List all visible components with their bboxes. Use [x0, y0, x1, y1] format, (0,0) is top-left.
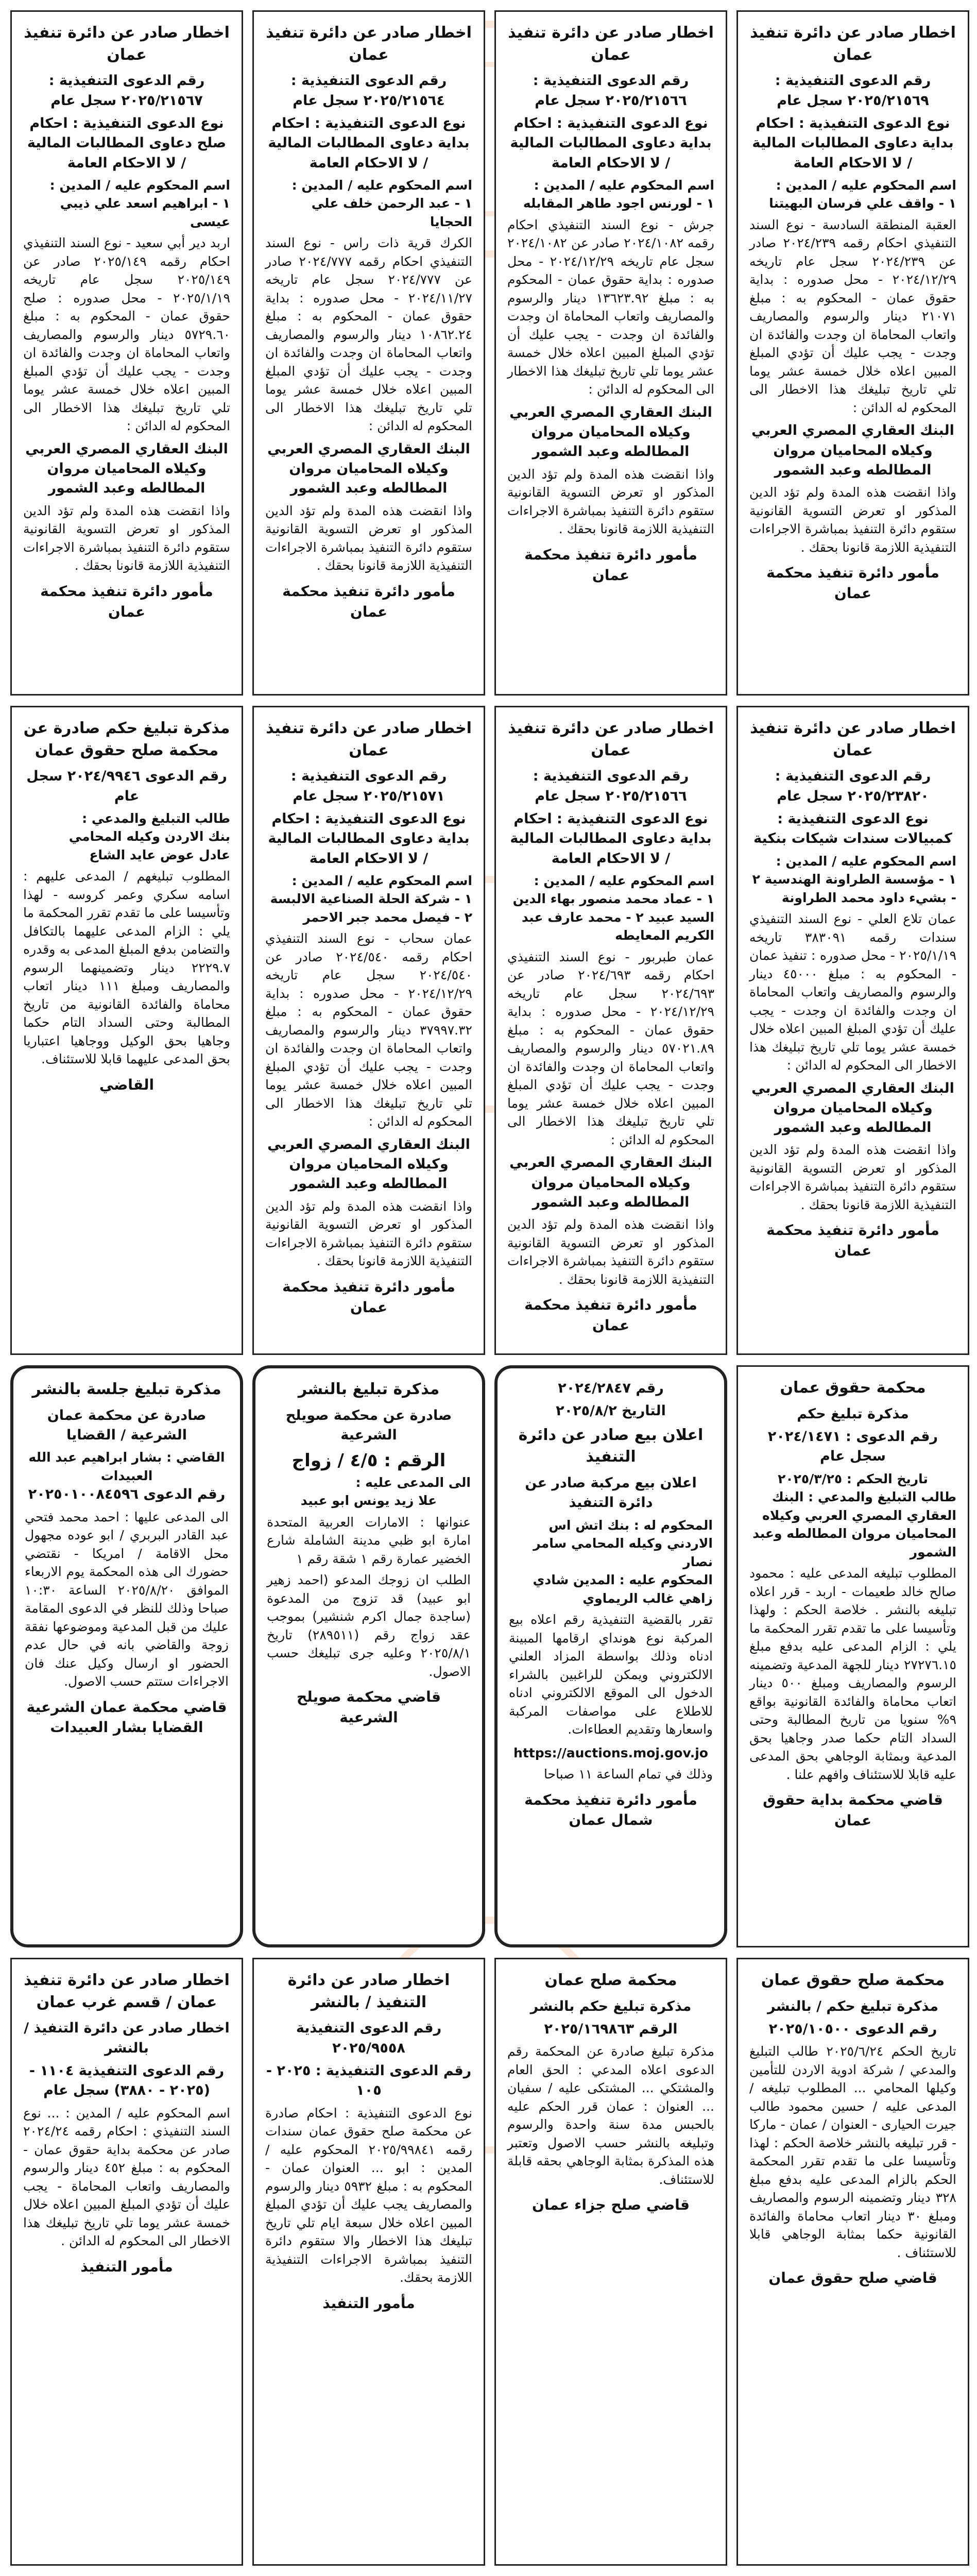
auction-subheading: اعلان بيع مركبة صادر عن دائرة التنفيذ	[525, 1475, 697, 1511]
notice-title: محكمة حقوق عمان	[780, 1379, 926, 1397]
case-number: رقم الدعوى التنفيذية : ٢٠٢٥/٢١٥٦٦ سجل عام	[533, 768, 689, 804]
notice-row4-col2	[494, 1958, 727, 2566]
notice-closing: واذا انقضت هذه المدة ولم تؤد الدين المذكور او تعرض التسوية القانونية ستقوم دائرة التنفيذ بمباشرة الاجراءات التنفيذية اللازمة قانونا بحقك .	[23, 503, 230, 573]
notice-footer: القاضي	[99, 1076, 155, 1093]
notice-footer: مأمور التنفيذ	[322, 2294, 415, 2312]
judgment-date: تاريخ الحكم : ٢٠٢٥/٣/٢٥	[778, 1471, 928, 1486]
notice-row2-col3	[252, 706, 485, 1355]
notice-title: محكمة صلح حقوق عمان	[761, 1971, 945, 1989]
notice-row2-col4	[10, 706, 243, 1355]
notice-title: اخطار صادر عن دائرة تنفيذ عمان	[750, 719, 956, 759]
notice-row4-col3	[252, 1958, 485, 2566]
defendant-name: ١ - لورنس اجود طاهر المقابله	[523, 196, 714, 211]
sharia-court-notice	[10, 1365, 243, 1947]
notice-closing: واذا انقضت هذه المدة ولم تؤد الدين المذكور او تعرض التسوية القانونية ستقوم دائرة التنفيذ بمباشرة الاجراءات التنفيذية اللازمة قانونا بحقك .	[265, 503, 472, 573]
notice-row1-col3	[252, 10, 485, 696]
case-type: طالب التبليغ والمدعي :	[82, 810, 230, 826]
sharia-subheading: صادرة عن محكمة عمان الشرعية / القضايا	[47, 1407, 207, 1443]
sweileh-address: عنوانها : الامارات العربية المتحدة امارة ابو ظبي مدينة الشاملة شارع الخضير عمارة رقم ١ شقة رقم ١	[267, 1514, 471, 1566]
creditor-name: البنك العقاري المصري العربي وكيلاه المحاميان مروان المطالطه وعبد الشمور	[751, 422, 954, 478]
auction-time: وذلك في تمام الساعة ١١ صباحا	[543, 1767, 713, 1782]
defendant-label: بنك الاردن وكيله المحامي	[68, 829, 230, 844]
notice-closing: واذا انقضت هذه المدة ولم تؤد الدين المذكور او تعرض التسوية القانونية ستقوم دائرة التنفيذ بمباشرة الاجراءات التنفيذية اللازمة قانونا بحقك .	[749, 485, 956, 555]
notice-body: تاريخ الحكم ٢٠٢٥/٦/٢٤ طالب التبليغ والمدعي / شركة ادوية الاردن للتأمين وكيلها المحامي ... المطلوب تبليغه / المدعى عليه / حسين محمود طالب جيرت الحيارى - العنوان / عمان - ماركا - قرر تبليغه بالنشر خلاصة الحكم : لهذا وتأسيسا على ما تقدم تقرر المحكمة الحكم بالزام المدعى عليه بدفع مبلغ ٣٢٨ دينار وتضمينه الرسوم والمصاريف ومبلغ ٣٠ دينار اتعاب محاماة والفائدة القانونية حكما بمثابة الوجاهي قابلا للاستئناف .	[749, 2044, 956, 2260]
sweileh-court-notice	[252, 1365, 485, 1947]
case-number: الرقم ٢٠٢٥/١٦٩٨٦٣	[544, 2021, 678, 2037]
notice-heading: اخطار صادر عن دائرة التنفيذ / بالنشر	[24, 2020, 230, 2056]
defendant-name: عادل عوض عايد الشاع	[89, 847, 230, 862]
notice-footer: مأمور دائرة تنفيذ محكمة عمان	[282, 1278, 455, 1316]
notice-title: اخطار صادر عن دائرة تنفيذ عمان	[266, 24, 472, 64]
notice-footer: مأمور دائرة تنفيذ محكمة عمان	[40, 582, 213, 620]
notice-footer: مأمور دائرة تنفيذ محكمة عمان	[766, 564, 939, 602]
sharia-case-number: رقم الدعوى ٢٠٢٥٠١٠٠٨٤٥٩٦	[28, 1486, 226, 1503]
case-type: نوع الدعوى التنفيذية : كمبيالات سندات شيكات بنكية	[753, 810, 952, 847]
case-number: رقم الدعوى التنفيذية : ٢٠٢٥/٢١٥٦٧ سجل عام	[48, 73, 205, 109]
case-number: رقم الدعوى التنفيذية : ٢٠٢٥ - ١٠٥	[266, 2062, 472, 2099]
notice-row3-col1	[736, 1365, 969, 1947]
notice-row1-col4	[10, 10, 243, 696]
notice-body: مذكرة تبليغ صادرة عن المحكمة رقم الدعوى اعلاه المدعي : الحق العام والمشتكي ... المشتكى عليه / سفيان ... العنوان : عمان قرر الحكم عليه بالحبس مدة سنة واحدة والرسوم وتبليغه بالنشر حسب الاصول وتعتبر هذه المذكرة بمثابة الوجاهي بحقه قابلة للاستئناف.	[507, 2044, 714, 2187]
case-number: رقم الدعوى : ٢٠٢٤/١٤٧١ سجل عام	[767, 1428, 938, 1465]
creditor-name: البنك العقاري المصري العربي وكيلاه المحاميان مروان المطالطه وعبد الشمور	[751, 1080, 954, 1136]
notice-body: نوع الدعوى التنفيذية : احكام صادرة عن محكمة صلح حقوق عمان سندات رقمه ٢٠٢٥/٩٩٨٤١ المحكوم عليه / المدين : ابو ... العنوان عمان - المحكوم به : مبلغ ٥٩٣٢ دينار والرسوم والمصاريف يجب عليك أن تؤدي المبلغ المبين اعلاه خلال سبعة ايام تلي تاريخ تبليغك هذا الاخطار والا ستقوم دائرة التنفيذ بمباشرة الاجراءات التنفيذية اللازمة بحقك.	[265, 2105, 472, 2285]
auction-creditor: المحكوم له : بنك اتش اس الاردني وكيله المحامي سامر نصار	[533, 1517, 713, 1569]
plaintiff-name: طالب التبليغ والمدعي : البنك العقاري المصري العربي وكيلاه المحاميان مروان المطالطه وعبد الشمور	[752, 1489, 956, 1560]
sweileh-body: الطلب ان زوجك المدعو (احمد زهير ابو عبيد) قد تزوج من المدعوة (ساجدة جمال اكرم شنشير) بموجب عقد زواج رقم (٢٨٩٥١١) تاريخ ٢٠٢٥/٨/١ وعليه جرى تبليغك حسب الاصول.	[267, 1572, 471, 1679]
sharia-body: الى المدعى عليها : احمد محمد فتحي عبد القادر البربري / ابو عوده مجهول محل الاقامة / امريكا - نقتضي حضورك الى هذه المحكمة يوم الاربعاء الموافق ٢٠٢٥/٨/٢٠ الساعة ١٠:٣٠ صباحا وذلك للنظر في الدعوى المقامة عليك من قبل المدعية وموضوعها نفقة زوجة والقاضي بانه في حال عدم الحضور او ارسال وكيل عنك فان الاجراءات ستتم حسب الاصول.	[25, 1509, 229, 1689]
case-number: رقم الدعوى ٢٠٢٥/١٠٥٠٠	[768, 2021, 937, 2037]
sharia-heading: مذكرة تبليغ جلسة بالنشر	[32, 1380, 221, 1398]
notice-closing: واذا انقضت هذه المدة ولم تؤد الدين المذكور او تعرض التسوية القانونية ستقوم دائرة التنفيذ بمباشرة الاجراءات التنفيذية اللازمة قانونا بحقك .	[507, 1217, 714, 1287]
notice-closing: واذا انقضت هذه المدة ولم تؤد الدين المذكور او تعرض التسوية القانونية ستقوم دائرة التنفيذ بمباشرة الاجراءات التنفيذية اللازمة قانونا بحقك .	[265, 1198, 472, 1269]
notice-title: اخطار صادر عن دائرة تنفيذ عمان	[24, 24, 230, 64]
case-type: نوع الدعوى التنفيذية : احكام بداية دعاوى المطالبات المالية / لا الاحكام العامة	[510, 810, 712, 867]
auction-body: تقرر بالقضية التنفيذية رقم اعلاه بيع المركبة نوع هونداي ارقامها المبينة ادناه وذلك بواسطة المزاد العلني الالكتروني ويمكن للراغبين بالشراء الدخول الى الموقع الالكتروني ادناه للاطلاع على مواصفات المركبة واسعارها وتقديم العطاءات.	[509, 1612, 713, 1737]
notice-footer: قاضي صلح جزاء عمان	[532, 2196, 690, 2214]
notice-footer: مأمور دائرة تنفيذ محكمة عمان	[524, 1296, 697, 1334]
sweileh-footer: قاضي محكمة صويلح الشرعية	[296, 1688, 441, 1726]
auction-footer: مأمور دائرة تنفيذ محكمة شمال عمان	[524, 1791, 697, 1829]
defendant-name: ١ - عماد محمد منصور بهاء الدين السيد عبيد ٢ - محمد عارف عبد الكريم المعايطه	[512, 891, 714, 943]
notice-closing: واذا انقضت هذه المدة ولم تؤد الدين المذكور او تعرض التسوية القانونية ستقوم دائرة التنفيذ بمباشرة الاجراءات التنفيذية اللازمة قانونا بحقك .	[507, 466, 714, 537]
notice-row1-col1	[736, 10, 969, 696]
notice-footer: مأمور دائرة تنفيذ محكمة عمان	[282, 582, 455, 620]
sweileh-recipient-label: الى المدعى عليه :	[355, 1475, 471, 1490]
defendant-label: اسم المحكوم عليه / المدين :	[534, 873, 714, 888]
notice-footer: قاضي صلح حقوق عمان	[768, 2269, 937, 2287]
notice-body: الكرك قرية ذات راس - نوع السند التنفيذي احكام رقمه ٢٠٢٤/٧٧٧ صادر عن ٢٠٢٤/٧٧٧ سجل عام تاريخه ٢٠٢٤/١١/٢٧ - محل صدوره : بداية حقوق عمان - المحكوم به : مبلغ ١٠٨٦٢.٢٤ دينار والرسوم والمصاريف واتعاب المحاماة ان وجدت والفائدة ان وجدت - يجب عليك أن تؤدي المبلغ المبين اعلاه خلال خمسة عشر يوما تلي تاريخ تبليغك هذا الاخطار الى المحكوم له الدائن :	[265, 235, 473, 434]
auction-debtor: المحكوم عليه : المدين شادي زاهي غالب الريماوي	[533, 1572, 713, 1606]
creditor-name: البنك العقاري المصري العربي وكيلاه المحاميان مروان المطالطه وعبد الشمور	[25, 440, 228, 497]
defendant-label: اسم المحكوم عليه / المدين :	[292, 177, 472, 193]
defendant-name: ١ - شركة الحلة الصناعية الالبسة ٢ - فيصل محمد جبر الاحمر	[270, 891, 472, 925]
case-number: رقم الدعوى التنفيذية : ٢٠٢٥/٢١٥٦٩ سجل عام	[775, 73, 931, 109]
auction-date: التاريخ ٢٠٢٥/٨/٢	[556, 1403, 666, 1419]
case-type: نوع الدعوى التنفيذية : احكام بداية دعاوى المطالبات المالية / لا الاحكام العامة	[268, 115, 470, 171]
defendant-label: اسم المحكوم عليه / المدين :	[292, 873, 472, 888]
notice-heading: رقم الدعوى التنفيذية ٢٠٢٥/٩٥٥٨	[296, 2020, 442, 2056]
defendant-name: ١ - عبد الرحمن خلف علي الحجايا	[311, 196, 472, 229]
notice-footer: مأمور دائرة تنفيذ محكمة عمان	[524, 546, 697, 584]
defendant-label: اسم المحكوم عليه / المدين :	[534, 177, 714, 193]
defendant-name: ١ - ابراهيم اسعد علي ذيبي عيسى	[60, 196, 230, 229]
notice-row4-col1	[736, 1958, 969, 2566]
case-number: رقم الدعوى التنفيذية : ٢٠٢٥/٢٣٨٢٠ سجل عام	[775, 768, 931, 804]
notice-body: جرش - نوع السند التنفيذي احكام رقمه ٢٠٢٤/١٠٨٢ صادر عن ٢٠٢٤/١٠٨٢ سجل عام تاريخه ٢٠٢٤/١٢/٢٩ - محل صدوره : بداية حقوق عمان - المحكوم به : مبلغ ١٣٦٢٣.٩٢ دينار والرسوم والمصاريف واتعاب المحاماة ان وجدت والفائدة ان وجدت - يجب عليك أن تؤدي المبلغ المبين اعلاه خلال خمسة عشر يوما تلي تاريخ تبليغك هذا الاخطار الى المحكوم له الدائن :	[507, 217, 714, 397]
sweileh-heading: مذكرة تبليغ بالنشر	[298, 1380, 440, 1398]
notice-body: عمان سحاب - نوع السند التنفيذي احكام رقمه ٢٠٢٤/٥٤٠ صادر عن ٢٠٢٤/٥٤٠ سجل عام تاريخه ٢٠٢٤/١٢/٢٩ - محل صدوره : بداية حقوق عمان - المحكوم به : مبلغ ٣٧٩٩٧.٣٢ دينار والرسوم والمصاريف واتعاب المحاماة ان وجدت والفائدة ان وجدت - يجب عليك أن تؤدي المبلغ المبين اعلاه خلال خمسة عشر يوما تلي تاريخ تبليغك هذا الاخطار الى المحكوم له الدائن :	[265, 931, 472, 1129]
notice-title: اخطار صادر عن دائرة تنفيذ عمان	[508, 719, 714, 759]
notice-row2-col2	[494, 706, 727, 1355]
sharia-footer: قاضي محكمة عمان الشرعية القضايا بشار العبيدات	[26, 1698, 227, 1736]
case-number: رقم الدعوى التنفيذية : ٢٠٢٥/٢١٥٦٦ سجل عام	[533, 73, 689, 109]
notice-title: مذكرة تبليغ حكم صادرة عن محكمة صلح حقوق عمان	[23, 719, 230, 759]
sharia-judge: القاضي : بشار ابراهيم عبد الله العبيدات	[28, 1450, 225, 1483]
sweileh-number: الرقم : ٤/٥ / زواج	[292, 1450, 446, 1471]
notice-body: اربد دير أبي سعيد - نوع السند التنفيذي احكام رقمه ٢٠٢٥/١٤٩ صادر عن ٢٠٢٥/١٤٩ سجل عام تاريخه ٢٠٢٥/١/١٩ - محل صدوره : صلح حقوق عمان - المحكوم به : مبلغ ٥٧٢٩.٦٠ دينار والرسوم والمصاريف واتعاب المحاماة ان وجدت والفائدة ان وجدت - يجب عليك أن تؤدي المبلغ المبين اعلاه خلال خمسة عشر يوما تلي تاريخ تبليغك هذا الاخطار الى المحكوم له الدائن :	[23, 235, 230, 434]
auction-notice	[494, 1365, 727, 1947]
defendant-name: ١ - مؤسسة الطراونة الهندسية ٢ - بشيء داود محمد الطراونة	[752, 872, 956, 905]
notice-body: عمان طبربور - نوع السند التنفيذي احكام رقمه ٢٠٢٤/٦٩٣ صادر عن ٢٠٢٤/٦٩٣ سجل عام تاريخه ٢٠٢٤/١٢/٢٩ - محل صدوره : بداية حقوق عمان - المحكوم به : مبلغ ٥٧٠٢١.٨٩ دينار والرسوم والمصاريف واتعاب المحاماة ان وجدت والفائدة ان وجدت - يجب عليك أن تؤدي المبلغ المبين اعلاه خلال خمسة عشر يوما تلي تاريخ تبليغك هذا الاخطار الى المحكوم له الدائن :	[507, 949, 714, 1147]
notice-title: اخطار صادر عن دائرة تنفيذ عمان	[750, 24, 956, 64]
defendant-label: اسم المحكوم عليه / المدين :	[776, 177, 956, 193]
case-type: نوع الدعوى التنفيذية : احكام بداية دعاوى المطالبات المالية / لا الاحكام العامة	[268, 810, 470, 867]
sweileh-recipient-name: علا زيد يونس ابو عبيد	[300, 1493, 437, 1509]
notice-row2-col1	[736, 706, 969, 1355]
creditor-name: البنك العقاري المصري العربي وكيلاه المحاميان مروان المطالطه وعبد الشمور	[509, 404, 712, 460]
notice-title: اخطار صادر عن دائرة التنفيذ / بالنشر	[287, 1971, 450, 2011]
case-number: رقم الدعوى التنفيذية : ٢٠٢٥/٢١٥٧١ سجل عام	[290, 768, 447, 804]
notice-body: المطلوب تبليغه المدعى عليه : محمود صالح خالد طعيمات - اربد - قرر اعلاه تبليغه بالنشر . خلاصة الحكم : ولهذا وتأسيسا على ما تقدم تقرر المحكمة ما يلي : الزام المدعى عليه بدفع مبلغ ٢٧٢٧٦.١٥ دينار للجهة المدعية وتضمينه الرسوم والمصاريف ومبلغ ٥٠٠ دينار اتعاب محاماة والفائدة القانونية بواقع ٩% سنويا من تاريخ المطالبة وحتى السداد التام حكما صدر وجاهيا بحق المدعية وبمثابة الوجاهي بحق المدعى عليه قابلا للاستئناف وافهم علنا .	[749, 1566, 956, 1782]
defendant-label: اسم المحكوم عليه / المدين :	[776, 853, 956, 869]
case-type: نوع الدعوى التنفيذية : احكام بداية دعاوى المطالبات المالية / لا الاحكام العامة	[752, 115, 954, 171]
notice-body: اسم المحكوم عليه / المدين : ... نوع السند التنفيذي : احكام رقمه ٢٠٢٤/٢٤ صادر عن محكمة بداية حقوق عمان - المحكوم به : مبلغ ٤٥٢ دينار والرسوم والمصاريف واتعاب المحاماة - يجب عليك أن تؤدي المبلغ المبين اعلاه خلال خمسة عشر يوما تلي تاريخ تبليغك هذا الاخطار الى المحكوم له الدائن .	[23, 2105, 230, 2248]
creditor-name: البنك العقاري المصري العربي وكيلاه المحاميان مروان المطالطه وعبد الشمور	[267, 1136, 470, 1192]
notice-title: محكمة صلح عمان	[544, 1971, 677, 1989]
auction-heading: اعلان بيع صادر عن دائرة التنفيذ	[518, 1426, 704, 1466]
notice-title: اخطار صادر عن دائرة تنفيذ عمان	[266, 719, 472, 759]
notice-footer: قاضي محكمة بداية حقوق عمان	[763, 1791, 943, 1829]
notice-title: اخطار صادر عن دائرة تنفيذ عمان	[508, 24, 714, 64]
notice-title: اخطار صادر عن دائرة تنفيذ عمان / قسم غرب عمان	[24, 1971, 230, 2011]
notice-body: العقبة المنطقة السادسة - نوع السند التنفيذي احكام رقمه ٢٠٢٤/٢٣٩ صادر عن ٢٠٢٤/٢٣٩ سجل عام تاريخه ٢٠٢٤/١٢/٢٩ - محل صدوره : بداية حقوق عمان - المحكوم به : مبلغ ٢١٠٧١ دينار والرسوم والمصاريف واتعاب المحاماة ان وجدت والفائدة ان وجدت - يجب عليك أن تؤدي المبلغ المبين اعلاه خلال خمسة عشر يوما تلي تاريخ تبليغك هذا الاخطار الى المحكوم له الدائن :	[749, 217, 957, 415]
defendant-label: اسم المحكوم عليه / المدين :	[49, 177, 230, 193]
notice-footer: مأمور دائرة تنفيذ محكمة عمان	[766, 1222, 939, 1260]
case-number: رقم الدعوى التنفيذية ١١٠٤ - (٢٠٢٥ - ٣٨٨٠) سجل عام	[29, 2062, 225, 2099]
case-number: رقم الدعوى ٢٠٢٤/٩٩٤٦ سجل عام	[26, 768, 227, 804]
case-type: نوع الدعوى التنفيذية : احكام صلح دعاوى المطالبات المالية / لا الاحكام العامة	[27, 115, 227, 171]
notice-row4-col4	[10, 1958, 243, 2566]
notice-row1-col2	[494, 10, 727, 696]
case-type: نوع الدعوى التنفيذية : احكام بداية دعاوى المطالبات المالية / لا الاحكام العامة	[510, 115, 712, 171]
creditor-name: البنك العقاري المصري العربي وكيلاه المحاميان مروان المطالطه وعبد الشمور	[509, 1155, 712, 1210]
auction-ref: رقم ٢٠٢٤/٢٨٤٧	[558, 1380, 664, 1396]
notice-heading: مذكرة تبليغ حكم بالنشر	[530, 1998, 692, 2014]
defendant-name: ١ - واقف علي فرسان البهيتنا	[769, 196, 956, 211]
notice-body: المطلوب تبليغهم / المدعى عليهم : اسامه سكري وعمر كروسه - لهذا وتأسيسا على ما تقدم تقرر المحكمة ما يلي : الزام المدعى عليهما بالتكافل والتضامن بدفع المبلغ المدعى به وقدره ٢٢٢٩.٧ دينار وتضمينهما الرسوم والمصاريف ومبلغ ١١١ دينار اتعاب محاماة والفائدة القانونية من تاريخ المطالبة وحتى السداد التام حكما وجاهيا بحق الوكيل ووجاهيا اعتباريا بحق المدعى عليهما قابلا للاستئناف.	[23, 869, 230, 1067]
notice-heading: مذكرة تبليغ حكم / بالنشر	[767, 1998, 938, 2014]
notice-closing: واذا انقضت هذه المدة ولم تؤد الدين المذكور او تعرض التسوية القانونية ستقوم دائرة التنفيذ بمباشرة الاجراءات التنفيذية اللازمة قانونا بحقك .	[749, 1142, 956, 1212]
case-number: رقم الدعوى التنفيذية : ٢٠٢٥/٢١٥٦٤ سجل عام	[290, 73, 447, 109]
notice-footer: مأمور التنفيذ	[80, 2258, 173, 2275]
notice-body: عمان تلاع العلي - نوع السند التنفيذي سندات رقمه ٣٨٣٠٩١ تاريخه ٢٠٢٥/١/١٩ - محل صدوره : تنفيذ عمان - المحكوم به : مبلغ ٤٥٠٠٠ دينار والرسوم والمصاريف واتعاب المحاماة ان وجدت والفائدة ان وجدت - يجب عليك أن تؤدي المبلغ المبين اعلاه خلال خمسة عشر يوما تلي تاريخ تبليغك هذا الاخطار الى المحكوم له الدائن :	[749, 911, 957, 1073]
creditor-name: البنك العقاري المصري العربي وكيلاه المحاميان مروان المطالطه وعبد الشمور	[267, 440, 470, 497]
sweileh-subheading: صادرة عن محكمة صويلح الشرعية	[285, 1407, 452, 1443]
notice-heading: مذكرة تبليغ حكم	[797, 1405, 909, 1422]
auction-url-link[interactable]: https://auctions.moj.gov.jo	[513, 1745, 708, 1760]
